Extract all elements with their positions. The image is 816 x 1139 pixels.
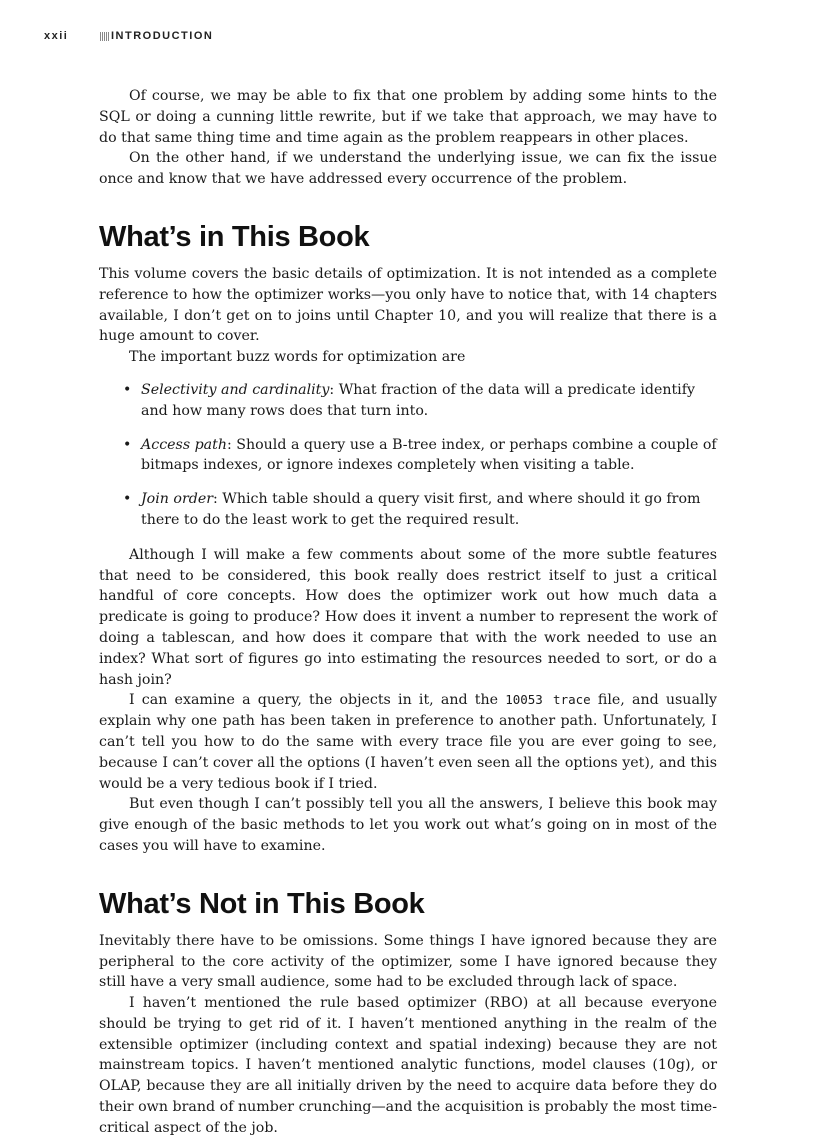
- paragraph: Inevitably there have to be omissions. Some things I have ignored because they are peripheral to the core activity of the optimizer, some I have ignored because they still have a very small audience, some had to be excluded through lack of space.: [99, 932, 717, 991]
- list-text: : What fraction of the data will a predicate identify and how many rows does that turn into.: [141, 381, 695, 419]
- paragraph: This volume covers the basic details of optimization. It is not intended as a complete reference to how the optimizer works—you only have to notice that, with 14 chapters available, I don’t get on to joins until Chapter 10, and you will realize that there is a huge amount to cover.: [99, 265, 717, 345]
- list-item: [99, 435, 717, 477]
- paragraph: Although I will make a few comments about some of the more subtle features that need to be considered, this book really does restrict itself to just a critical handful of core concepts. How does the optimizer work out how much data a predicate is going to produce? How does it invent a number to represent the work of doing a tablescan, and how does it compare that with the work needed to use an index? What sort of figures go into estimating the resources needed to sort, or do a hash join?: [99, 546, 717, 688]
- heading-whats-in-this-book: What’s in This Book: [99, 220, 370, 253]
- paragraph: Of course, we may be able to fix that one problem by adding some hints to the SQL or doing a cunning little rewrite, but if we take that approach, we may have to do that same thing time and time again as the problem reappears in other places.: [99, 88, 717, 146]
- paragraph: But even though I can’t possibly tell you all the answers, I believe this book may give enough of the basic methods to let you work out what’s going on in most of the cases you will have to examine.: [99, 796, 717, 854]
- list-item: [99, 380, 717, 422]
- code-literal: 10053 trace: [505, 692, 591, 708]
- paragraph: I haven’t mentioned the rule based optimizer (RBO) at all because everyone should be trying to get rid of it. I haven’t mentioned anything in the realm of the extensible optimizer (including context and spatial indexing) because they are not mainstream topics. I haven’t mentioned analytic functions, model clauses (10g), or OLAP, because they are all initially driven by the need to acquire data before they do their own brand of number crunching—and the acquisition is probably the most time-critical aspect of the job.: [99, 995, 717, 1136]
- bullet-icon: •: [123, 491, 132, 508]
- list-term: Selectivity and cardinality: [141, 381, 330, 398]
- heading-whats-not-in-this-book: What’s Not in This Book: [99, 887, 425, 920]
- page-number: xxii: [44, 30, 69, 42]
- bullet-icon: •: [123, 436, 132, 453]
- paragraph: On the other hand, if we understand the underlying issue, we can fix the issue once and know that we have addressed every occurrence of the problem.: [99, 150, 717, 188]
- list-text: : Should a query use a B-tree index, or perhaps combine a couple of bitmaps indexes, or ignore indexes completely when visiting a table.: [141, 436, 717, 474]
- bullet-icon: •: [123, 381, 132, 398]
- list-text: : Which table should a query visit first, and where should it go from there to do the least work to get the required result.: [141, 491, 701, 528]
- paragraph: [99, 690, 717, 794]
- list-item: [99, 489, 717, 531]
- text-run: file, and usually explain why one path has been taken in preference to another path. Unfortunately, I can’t tell you how to do the same with every trace file you are ever going to see, because I can’t cover all the options (I haven’t even seen all the options yet), and this would be a very tedious book if I tried.: [99, 692, 717, 792]
- header-marker-icon: [100, 32, 109, 41]
- running-header: [44, 29, 213, 43]
- page-body: [99, 86, 717, 1139]
- paragraph: The important buzz words for optimization are: [129, 349, 466, 366]
- section-title: INTRODUCTION: [111, 30, 214, 42]
- list-term: Access path: [141, 436, 227, 453]
- list-term: Join order: [141, 491, 213, 508]
- buzzword-list: [99, 380, 717, 531]
- text-run: I can examine a query, the objects in it, and the: [129, 692, 506, 709]
